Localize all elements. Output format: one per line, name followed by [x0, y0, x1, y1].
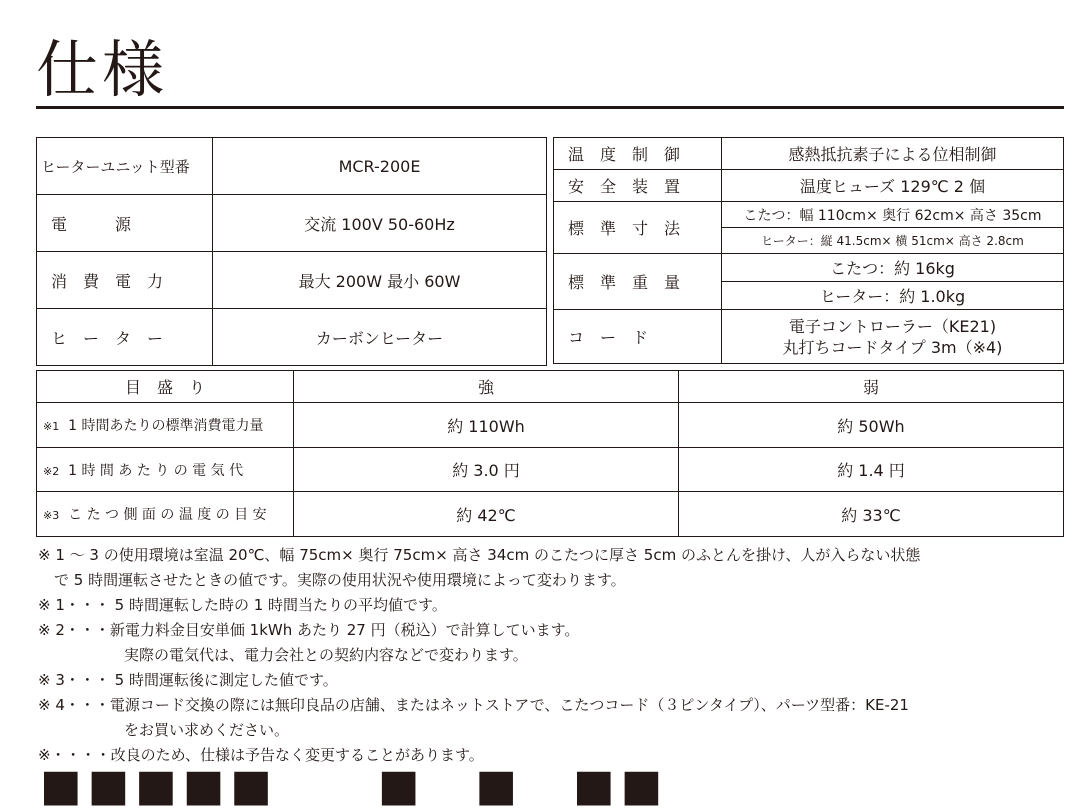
spec-label: 消 費 電 力 [37, 252, 213, 309]
note-line: ※ 1・・・ 5 時間運転した時の 1 時間当たりの平均値です。 [38, 596, 447, 614]
table-row [554, 138, 1064, 170]
table-row [554, 310, 1064, 364]
table-row [37, 252, 547, 309]
note-line: ※ 3・・・ 5 時間運転後に測定した値です。 [38, 671, 338, 689]
column-header: 弱 [679, 371, 1064, 403]
strong-value: 約 42℃ [294, 492, 679, 537]
spec-value: こたつ：約 16kg [722, 254, 1064, 282]
weak-value: 約 50Wh [679, 403, 1064, 448]
page-title: 仕様 [36, 33, 169, 106]
spec-value: MCR-200E [213, 138, 547, 195]
note-mark: ※1 [43, 420, 60, 433]
note-line: ※ 1 ～ 3 の使用環境は室温 20℃、幅 75cm× 奥行 75cm× 高さ 34cm のこたつに厚さ 5cm のふとんを掛け、人が入らない状態 [38, 546, 921, 564]
strong-value: 約 110Wh [294, 403, 679, 448]
note-line: ※ 4・・・電源コード交換の際には無印良品の店舗、またはネットストアで、こたつコード（３ピンタイプ）、パーツ型番：KE-21 [38, 696, 909, 714]
weak-value: 約 1.4 円 [679, 448, 1064, 492]
cord-line: 丸打ちコードタイプ 3m（※4) [782, 337, 1003, 357]
row-label [37, 492, 294, 537]
title-underline [36, 106, 1064, 109]
spec-label: ヒーターユニット型番 [37, 138, 213, 195]
note-line: をお買い求めください。 [124, 721, 290, 739]
note-mark: ※2 [43, 464, 60, 478]
note-line: ※・・・・改良のため、仕様は予告なく変更することがあります。 [38, 746, 484, 764]
row-label-text: 1 時 間 あ た り の 電 気 代 [68, 462, 244, 479]
spec-label: 電 源 [37, 195, 213, 252]
table-row [37, 138, 547, 195]
note-line: ※ 2・・・新電力料金目安単価 1kWh あたり 27 円（税込）で計算しています。 [38, 621, 580, 639]
spec-value: カーボンヒーター [213, 309, 547, 366]
spec-value: ヒーター：約 1.0kg [722, 282, 1064, 310]
spec-value [722, 310, 1064, 364]
table-row [37, 492, 1064, 537]
spec-value: 最大 200W 最小 60W [213, 252, 547, 309]
spec-value: ヒーター：縦 41.5cm× 横 51cm× 高さ 2.8cm [722, 228, 1064, 254]
table-header-row [37, 371, 1064, 403]
notes-section [38, 543, 1073, 768]
strong-value: 約 3.0 円 [294, 448, 679, 492]
cord-line: 電子コントローラー（KE21) [788, 316, 997, 336]
spec-value: 温度ヒューズ 129℃ 2 個 [722, 170, 1064, 202]
row-label-text: こ た つ 側 面 の 温 度 の 目 安 [68, 507, 267, 523]
row-label [37, 403, 294, 448]
spec-value: 感熱抵抗素子による位相制御 [722, 138, 1064, 170]
table-row [37, 195, 547, 252]
spec-value: こたつ：幅 110cm× 奥行 62cm× 高さ 35cm [722, 202, 1064, 228]
column-header: 目 盛 り [37, 371, 294, 403]
table-row [554, 170, 1064, 202]
column-header: 強 [294, 371, 679, 403]
spec-label: 標 準 寸 法 [554, 202, 722, 254]
table-row [37, 448, 1064, 492]
weak-value: 約 33℃ [679, 492, 1064, 537]
row-label-text: 1 時間あたりの標準消費電力量 [68, 418, 264, 434]
spec-value: 交流 100V 50-60Hz [213, 195, 547, 252]
note-mark: ※3 [43, 509, 60, 522]
heater-spec-table [36, 137, 547, 366]
spec-label: 安 全 装 置 [554, 170, 722, 202]
row-label [37, 448, 294, 492]
table-row [554, 254, 1064, 282]
spec-label: ヒ ー タ ー [37, 309, 213, 366]
table-row [37, 309, 547, 366]
spec-label: 標 準 重 量 [554, 254, 722, 310]
table-row [554, 202, 1064, 228]
note-line: で 5 時間運転させたときの値です。実際の使用状況や使用環境によって変わります。 [54, 571, 626, 589]
spec-label: コ ー ド [554, 310, 722, 364]
spec-label: 温 度 制 御 [554, 138, 722, 170]
kotatsu-spec-table [553, 137, 1064, 364]
usage-scale-table [36, 370, 1064, 537]
cut-off-heading-fragment: ■■■■■ ■ ■ ■■ [40, 760, 669, 811]
table-row [37, 403, 1064, 448]
note-line: 実際の電気代は、電力会社との契約内容などで変わります。 [124, 646, 528, 664]
